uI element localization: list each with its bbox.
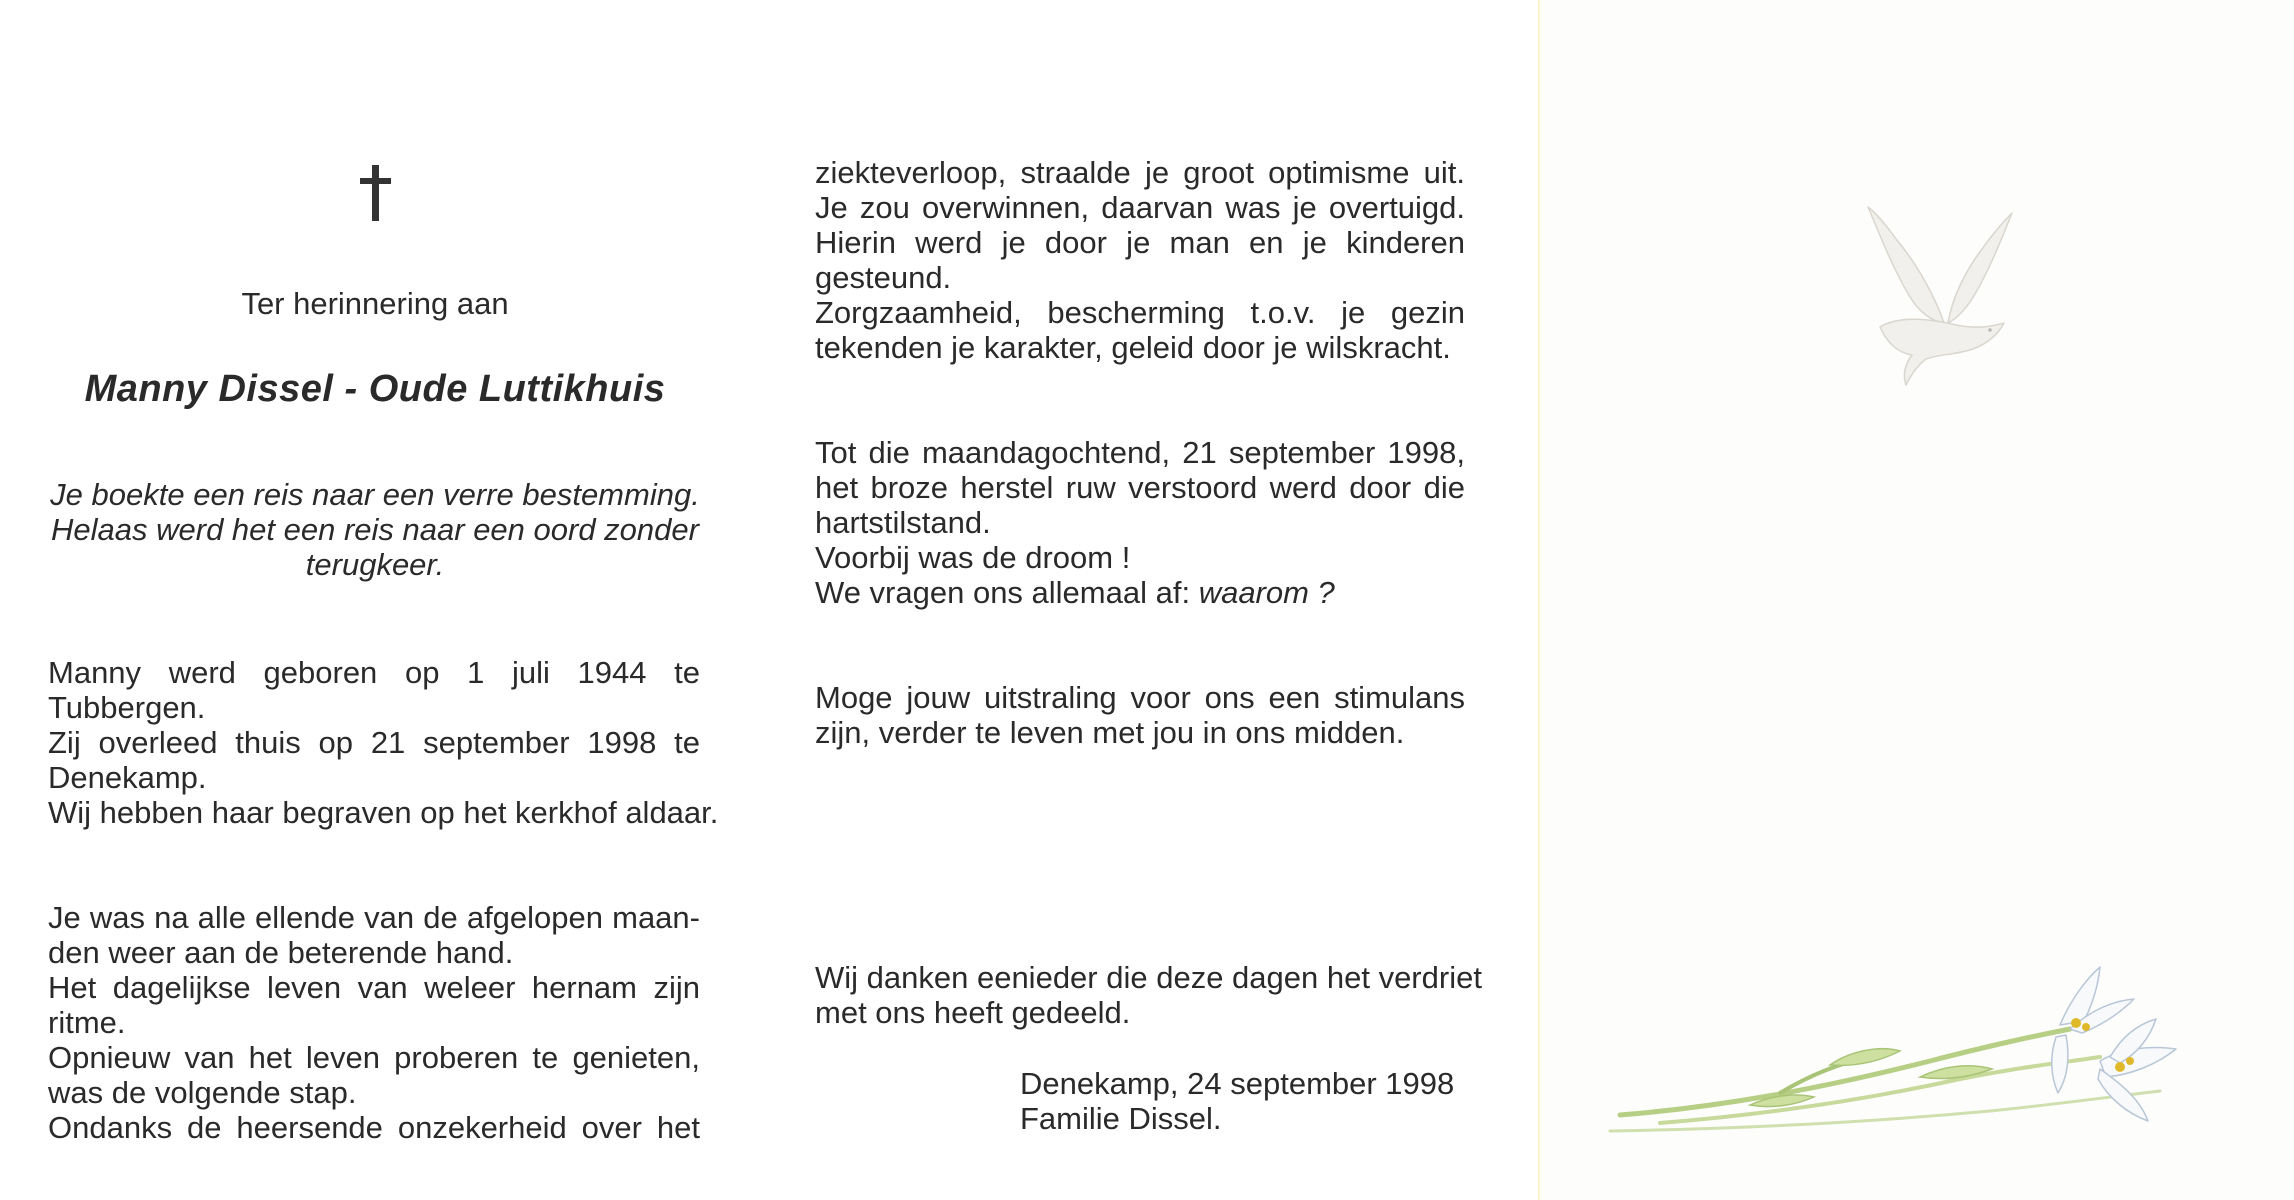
poem-line: Je boekte een reis naar een verre bestemming. [50,477,700,512]
text-line: hartstilstand. [815,505,991,540]
deceased-name: Manny Dissel - Oude Luttikhuis [84,368,666,410]
dove-icon [1840,195,2030,405]
cross-icon [356,165,396,221]
text-line: zijn, verder te leven met jou in ons midden. [815,715,1405,750]
text-line: Voorbij was de droom ! [815,540,1131,575]
text-line: met ons heeft gedeeld. [815,995,1131,1030]
story-line: Het dagelijkse leven van weleer hernam zijn [48,970,700,1005]
poem-line: Helaas werd het een reis naar een oord zonder [51,512,699,547]
text-line: Wij danken eenieder die deze dagen het verdriet [815,960,1482,995]
text-line: ziekteverloop, straalde je groot optimisme uit. [815,155,1465,190]
text-line: Je zou overwinnen, daarvan was je overtuigd. [815,190,1465,225]
bio-line: Tubbergen. [48,690,206,725]
bio-line: Wij hebben haar begraven op het kerkhof aldaar. [48,795,719,830]
in-memory-heading: Ter herinnering aan [241,286,509,321]
text-line: Tot die maandagochtend, 21 september 1998, [815,435,1465,470]
question-word: waarom ? [1198,575,1335,610]
text-line: gesteund. [815,260,952,295]
story-line: Je was na alle ellende van de afgelopen maan- [48,900,700,935]
text-line: Moge jouw uitstraling voor ons een stimulans [815,680,1465,715]
story-line: ritme. [48,1005,126,1040]
question-line [815,575,1465,610]
text-line: tekenden je karakter, geleid door je wilskracht. [815,330,1451,365]
text-line: Hierin werd je door je man en je kinderen [815,225,1465,260]
bio-line: Denekamp. [48,760,207,795]
story-line: den weer aan de beterende hand. [48,935,514,970]
story-line: Opnieuw van het leven proberen te genieten, [48,1040,700,1075]
bio-line: Zij overleed thuis op 21 september 1998 te [48,725,700,760]
question-text: We vragen ons allemaal af: [815,575,1199,610]
place-date: Denekamp, 24 september 1998 [1020,1066,1455,1101]
text-line: het broze herstel ruw verstoord werd door die [815,470,1465,505]
story-line: Ondanks de heersende onzekerheid over het [48,1110,700,1145]
story-line: was de volgende stap. [48,1075,357,1110]
text-line: Zorgzaamheid, bescherming t.o.v. je gezin [815,295,1465,330]
poem-line: terugkeer. [305,547,445,582]
family-signature: Familie Dissel. [1020,1101,1222,1136]
bio-line: Manny werd geboren op 1 juli 1944 te [48,655,700,690]
lily-flowers-icon [1600,965,2250,1145]
